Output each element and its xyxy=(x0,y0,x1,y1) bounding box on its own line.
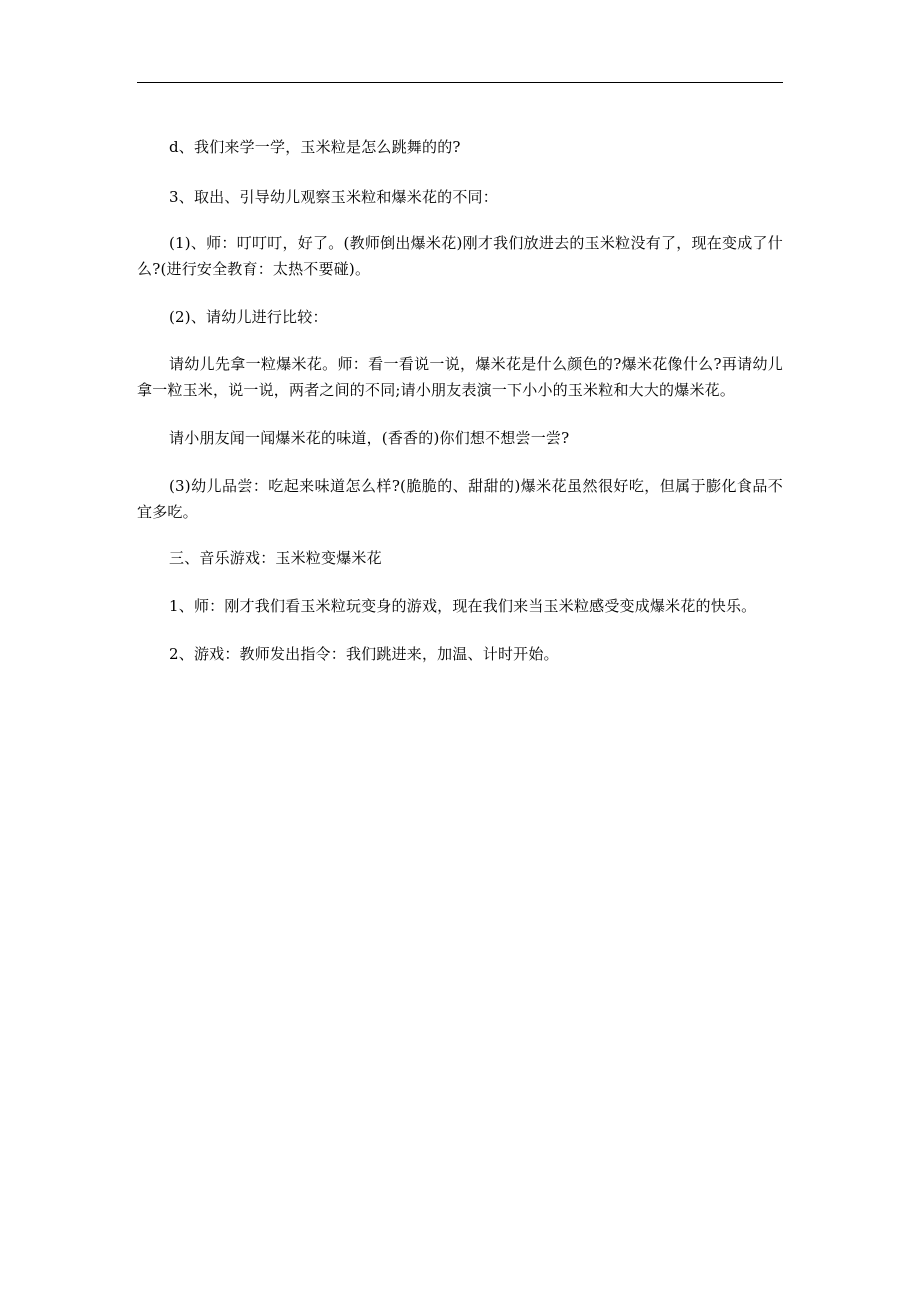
paragraph-smell: 请小朋友闻一闻爆米花的味道，(香香的)你们想不想尝一尝? xyxy=(169,429,570,447)
document-body xyxy=(137,134,783,687)
paragraph-sub-3: (3)幼儿品尝：吃起来味道怎么样?(脆脆的、甜甜的)爆米花虽然很好吃，但属于膨化食品不宜多吃。 xyxy=(137,477,783,521)
paragraph-compare: 请幼儿先拿一粒爆米花。师：看一看说一说，爆米花是什么颜色的?爆米花像什么?再请幼儿拿一粒玉米，说一说，两者之间的不同;请小朋友表演一下小小的玉米粒和大大的爆米花。 xyxy=(137,355,783,399)
paragraph-teacher: 1、师：刚才我们看玉米粒玩变身的游戏，现在我们来当玉米粒感受变成爆米花的快乐。 xyxy=(169,597,757,615)
header-rule xyxy=(137,82,783,83)
paragraph-game: 2、游戏：教师发出指令：我们跳进来，加温、计时开始。 xyxy=(169,645,559,663)
paragraph-step-3: 3、取出、引导幼儿观察玉米粒和爆米花的不同： xyxy=(169,188,498,206)
section-heading-music-game: 三、音乐游戏：玉米粒变爆米花 xyxy=(169,549,382,567)
paragraph-d-learn: d、我们来学一学，玉米粒是怎么跳舞的的? xyxy=(169,138,461,156)
paragraph-sub-2: (2)、请幼儿进行比较： xyxy=(169,308,328,326)
paragraph-sub-1: (1)、师：叮叮叮，好了。(教师倒出爆米花)刚才我们放进去的玉米粒没有了，现在变成了什么?(进行安全教育：太热不要碰)。 xyxy=(137,234,783,278)
